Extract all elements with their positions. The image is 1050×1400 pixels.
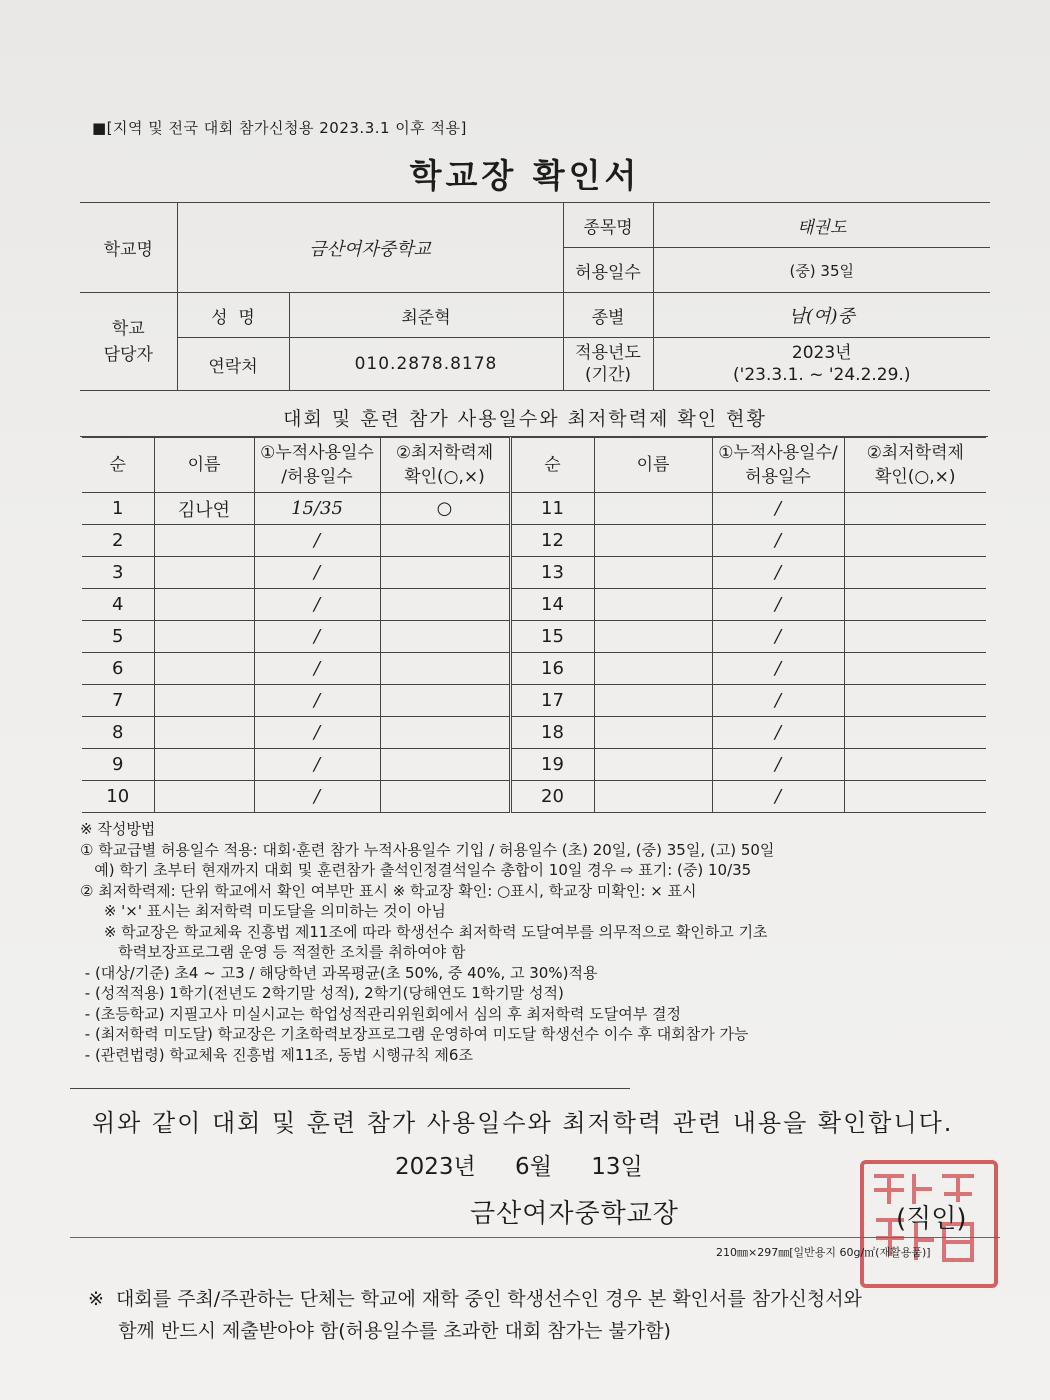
footer-rule	[70, 1237, 1000, 1238]
row-seq: 2	[82, 525, 154, 557]
row-min-check	[380, 557, 510, 589]
row-days: /	[712, 749, 844, 781]
row-min-check	[380, 525, 510, 557]
row-days: /	[254, 717, 380, 749]
table-header-row	[82, 438, 986, 493]
info-table	[80, 202, 990, 391]
row-name	[154, 781, 254, 813]
row-seq: 1	[82, 493, 154, 525]
row-name	[154, 717, 254, 749]
header-days-2: ①누적사용일수/ 허용일수	[712, 438, 844, 493]
table-row	[82, 525, 986, 557]
row-seq: 20	[510, 781, 594, 813]
row-days: /	[254, 685, 380, 717]
row-days: /	[254, 589, 380, 621]
row-name	[594, 781, 712, 813]
row-seq: 10	[82, 781, 154, 813]
note-line: ※ '×' 표시는 최저학력 미도달을 의미하는 것이 아님	[80, 902, 446, 920]
row-days: /	[712, 685, 844, 717]
section-title: 대회 및 훈련 참가 사용일수와 최저학력제 확인 현황	[283, 408, 767, 430]
row-name	[594, 621, 712, 653]
table-row	[82, 685, 986, 717]
row-name	[154, 653, 254, 685]
note-line: ※ 작성방법	[80, 820, 156, 838]
row-min-check	[844, 781, 986, 813]
row-days: /	[254, 749, 380, 781]
row-seq: 5	[82, 621, 154, 653]
row-seq: 9	[82, 749, 154, 781]
row-days: /	[712, 653, 844, 685]
note-line: ※ 학교장은 학교체육 진흥법 제11조에 따라 학생선수 최저학력 도달여부를 의무적으로 확인하고 기초	[80, 922, 768, 941]
row-name	[594, 749, 712, 781]
row-min-check	[844, 589, 986, 621]
row-min-check	[844, 749, 986, 781]
sport-value: 태권도	[653, 203, 990, 248]
row-days: /	[712, 717, 844, 749]
note-line: 예) 학기 초부터 현재까지 대회 및 훈련참가 출석인정결석일수 총합이 10일 경우 ⇨ 표기: (중) 10/35	[80, 861, 752, 879]
row-days: /	[712, 525, 844, 557]
row-min-check	[380, 781, 510, 813]
header-name-2: 이름	[594, 438, 712, 493]
header-seq-1: 순	[82, 438, 154, 493]
row-min-check	[380, 685, 510, 717]
row-name	[154, 621, 254, 653]
row-min-check	[844, 525, 986, 557]
issue-date: 2023년 6월 13일	[395, 1154, 643, 1180]
row-seq: 8	[82, 717, 154, 749]
row-name	[154, 589, 254, 621]
row-min-check	[844, 621, 986, 653]
table-row	[82, 781, 986, 813]
form-header: ■[지역 및 전국 대회 참가신청용 2023.3.1 이후 적용]	[92, 119, 467, 137]
principal-title: 금산여자중학교장	[470, 1199, 679, 1229]
row-min-check	[844, 685, 986, 717]
row-min-check	[380, 653, 510, 685]
allowed-days-value: (중) 35일	[653, 248, 990, 293]
row-name	[594, 589, 712, 621]
note-line: 학력보장프로그램 운영 등 적절한 조치를 취하여야 함	[80, 943, 466, 961]
row-name	[594, 653, 712, 685]
type-label: 종별	[563, 293, 653, 338]
manager-label: 학교 담당자	[80, 293, 177, 391]
row-min-check	[380, 717, 510, 749]
header-min-1: ②최저학력제 확인(○,×)	[380, 438, 510, 493]
table-row	[82, 621, 986, 653]
table-row	[82, 557, 986, 589]
table-row	[82, 749, 986, 781]
row-min-check	[844, 653, 986, 685]
row-seq: 16	[510, 653, 594, 685]
page-title: 학교장 확인서	[409, 156, 641, 195]
paper-spec: 210㎜×297㎜[일반용지 60g/㎡(재활용품)]	[716, 1246, 931, 1259]
row-days: /	[712, 493, 844, 525]
row-seq: 6	[82, 653, 154, 685]
row-seq: 18	[510, 717, 594, 749]
row-seq: 11	[510, 493, 594, 525]
row-seq: 14	[510, 589, 594, 621]
note-line: - (성적적용) 1학기(전년도 2학기말 성적), 2학기(당해연도 1학기말 성적)	[80, 984, 564, 1002]
school-name-value: 금산여자중학교	[177, 203, 563, 293]
school-name-label: 학교명	[80, 203, 177, 293]
header-min-2: ②최저학력제 확인(○,×)	[844, 438, 986, 493]
row-name: 김나연	[154, 493, 254, 525]
table-row	[82, 653, 986, 685]
note-line: - (대상/기준) 초4 ~ 고3 / 해당학년 과목평균(초 50%, 중 40%, 고 30%)적용	[80, 963, 598, 982]
row-days: /	[254, 621, 380, 653]
footer-line: ※ 대회를 주최/주관하는 단체는 학교에 재학 중인 학생선수인 경우 본 확인서를 참가신청서와	[88, 1288, 862, 1310]
contact-value: 010.2878.8178	[289, 338, 563, 391]
table-row	[82, 717, 986, 749]
contact-label: 연락처	[177, 338, 289, 391]
note-line: ② 최저학력제: 단위 학교에서 확인 여부만 표시 ※ 학교장 확인: ○표시, 학교장 미확인: × 표시	[80, 881, 697, 900]
row-seq: 15	[510, 621, 594, 653]
row-seq: 12	[510, 525, 594, 557]
period-value: ('23.3.1. ~ '24.2.29.)	[733, 365, 911, 385]
row-seq: 7	[82, 685, 154, 717]
row-days: /	[712, 621, 844, 653]
row-min-check	[844, 717, 986, 749]
row-seq: 13	[510, 557, 594, 589]
row-name	[154, 525, 254, 557]
year-label: 적용년도 (기간)	[563, 338, 653, 391]
row-days: /	[712, 589, 844, 621]
sport-label: 종목명	[563, 203, 653, 248]
row-days: /	[254, 557, 380, 589]
row-seq: 17	[510, 685, 594, 717]
header-seq-2: 순	[510, 438, 594, 493]
table-row	[82, 589, 986, 621]
footer-notice	[88, 1283, 862, 1347]
table-row	[82, 493, 986, 525]
confirmation-text: 위와 같이 대회 및 훈련 참가 사용일수와 최저학력 관련 내용을 확인합니다.	[92, 1109, 954, 1137]
notes-divider	[70, 1088, 630, 1089]
row-days: /	[712, 557, 844, 589]
row-days: 15/35	[254, 493, 380, 525]
row-min-check	[380, 621, 510, 653]
row-min-check	[380, 589, 510, 621]
row-name	[594, 493, 712, 525]
name-value: 최준혁	[289, 293, 563, 338]
row-name	[154, 685, 254, 717]
row-name	[594, 685, 712, 717]
name-label: 성 명	[177, 293, 289, 338]
row-seq: 19	[510, 749, 594, 781]
footer-line: 함께 반드시 제출받아야 함(허용일수를 초과한 대회 참가는 불가함)	[88, 1320, 671, 1342]
allowed-days-label: 허용일수	[563, 248, 653, 293]
row-name	[594, 557, 712, 589]
note-line: ① 학교급별 허용일수 적용: 대회·훈련 참가 누적사용일수 기입 / 허용일수 (초) 20일, (중) 35일, (고) 50일	[80, 840, 775, 859]
row-seq: 3	[82, 557, 154, 589]
row-seq: 4	[82, 589, 154, 621]
row-min-check	[844, 493, 986, 525]
year-value: 2023년	[791, 343, 852, 363]
row-name	[594, 717, 712, 749]
row-days: /	[254, 781, 380, 813]
row-min-check: ○	[380, 493, 510, 525]
row-days: /	[254, 653, 380, 685]
seal-label: (직인)	[896, 1204, 967, 1234]
row-name	[154, 749, 254, 781]
notes	[80, 819, 774, 1065]
year-cell	[653, 338, 990, 391]
type-value: 남(여)중	[653, 293, 990, 338]
row-name	[594, 525, 712, 557]
header-name-1: 이름	[154, 438, 254, 493]
row-name	[154, 557, 254, 589]
note-line: - (초등학교) 지필고사 미실시교는 학업성적관리위원회에서 심의 후 최저학력 도달여부 결정	[80, 1004, 681, 1023]
row-min-check	[380, 749, 510, 781]
row-min-check	[844, 557, 986, 589]
note-line: - (최저학력 미도달) 학교장은 기초학력보장프로그램 운영하여 미도달 학생선수 이수 후 대회참가 가능	[80, 1025, 749, 1043]
row-days: /	[254, 525, 380, 557]
header-days-1: ①누적사용일수 /허용일수	[254, 438, 380, 493]
row-days: /	[712, 781, 844, 813]
note-line: - (관련법령) 학교체육 진흥법 제11조, 동법 시행규칙 제6조	[80, 1045, 473, 1064]
usage-table	[82, 437, 986, 813]
